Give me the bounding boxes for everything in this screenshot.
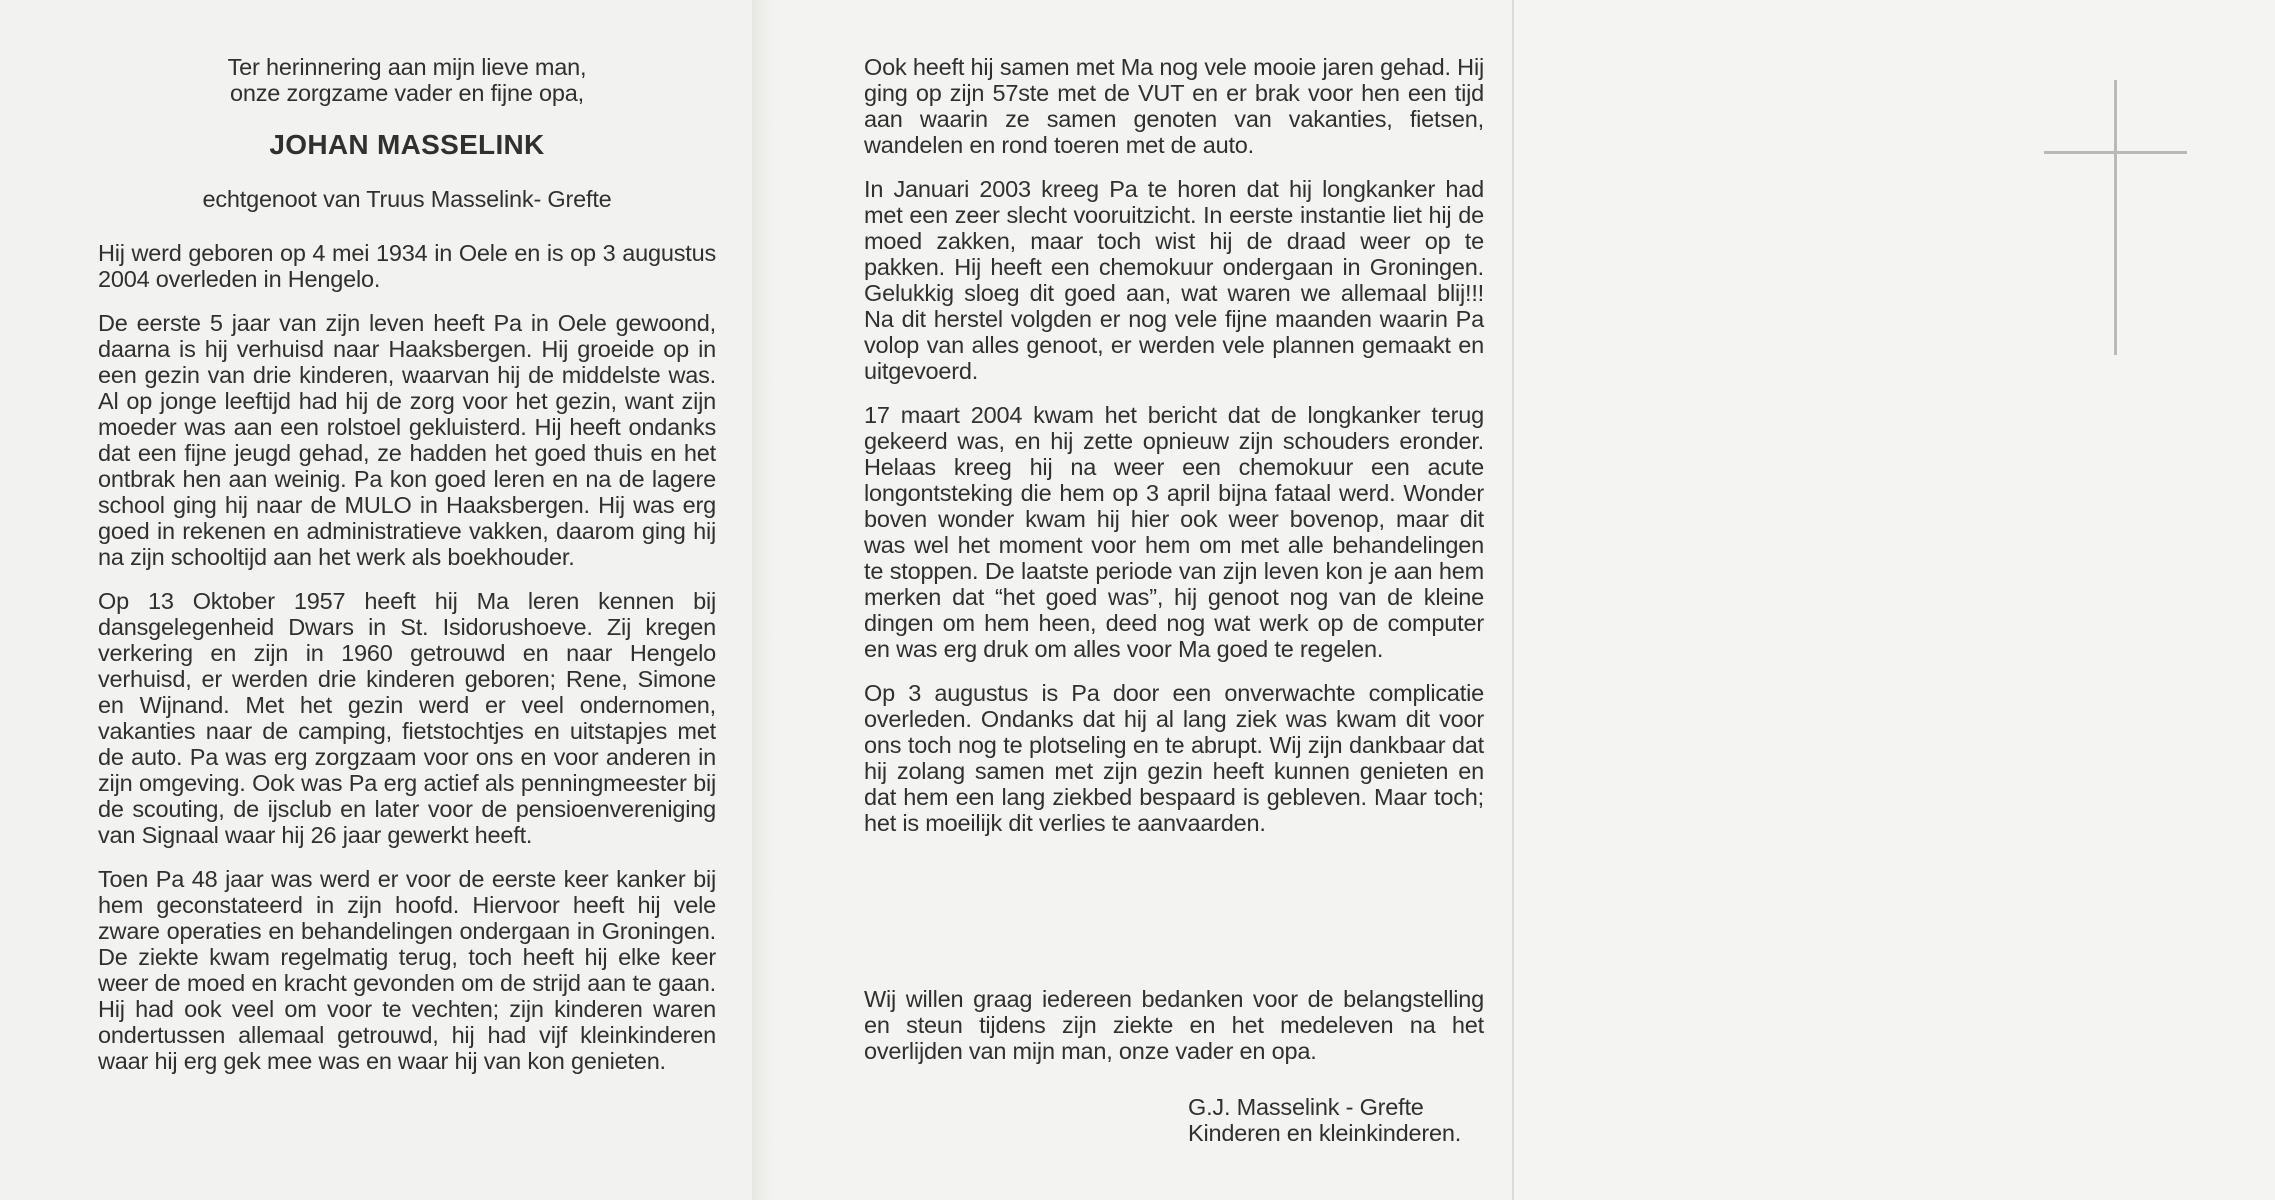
fold-crease (752, 0, 774, 1200)
paragraph-retirement: Ook heeft hij samen met Ma nog vele mooie jaren gehad. Hij ging op zijn 57ste met de VUT en er brak voor hen een tijd aan waarin ze samen genoten van vakanties, fietsen, wandelen en rond toeren met de auto. (864, 54, 1484, 158)
right-panel (1514, 0, 2275, 1200)
cross-icon-horizontal (2044, 151, 2187, 154)
signature-name: G.J. Masselink - Grefte (1188, 1094, 1424, 1120)
paragraph-illness: Toen Pa 48 jaar was werd er voor de eerste keer kanker bij hem geconstateerd in zijn hoofd. Hiervoor heeft hij vele zware operaties en behandelingen ondergaan in Groningen. De ziekte kwam regelmatig terug, toch heeft hij elke keer weer de moed en kracht gevonden om de strijd aan te gaan. Hij had ook veel om voor te vechten; zijn kinderen waren ondertussen allemaal getrouwd, hij had vijf kleinkinderen waar hij erg gek mee was en waar hij van kon genieten. (98, 866, 716, 1074)
middle-text-column (864, 54, 1484, 836)
intro-line: Ter herinnering aan mijn lieve man, (227, 54, 587, 80)
paragraph-youth: De eerste 5 jaar van zijn leven heeft Pa in Oele gewoond, daarna is hij verhuisd naar Haaksbergen. Hij groeide op in een gezin van drie kinderen, waarvan hij de middelste was. Al op jonge leeftijd had hij de zorg voor het gezin, want zijn moeder was aan een rolstoel gekluisterd. Hij heeft ondanks dat een fijne jeugd gehad, ze hadden het goed thuis en het ontbrak hen aan weinig. Pa kon goed leren en na de lagere school ging hij naar de MULO in Haaksbergen. Hij was erg goed in rekenen en administratieve vakken, daarom ging hij na zijn schooltijd aan het werk als boekhouder. (98, 310, 716, 570)
intro-line: onze zorgzame vader en fijne opa, (230, 80, 584, 106)
deceased-name: JOHAN MASSELINK (269, 129, 545, 160)
paragraph-passing: Op 3 augustus is Pa door een onverwachte complicatie overleden. Ondanks dat hij al lang ziek was kwam dit voor ons toch nog te plotseling en te abrupt. Wij zijn dankbaar dat hij zolang samen met zijn gezin heeft kunnen genieten en dat hem een lang ziekbed bespaard is gebleven. Maar toch; het is moeilijk dit verlies te aanvaarden. (864, 680, 1484, 836)
closing-thanks (864, 986, 1484, 1064)
left-text-column (98, 54, 716, 1074)
intro-block (98, 54, 716, 212)
paragraph-birth-death: Hij werd geboren op 4 mei 1934 in Oele en is op 3 augustus 2004 overleden in Hengelo. (98, 240, 716, 292)
paragraph-marriage: Op 13 Oktober 1957 heeft hij Ma leren kennen bij dansgelegenheid Dwars in St. Isidorushoeve. Zij kregen verkering en zijn in 1960 getrouwd en naar Hengelo verhuisd, er werden drie kinderen geboren; Rene, Simone en Wijnand. Met het gezin werd er veel ondernomen, vakanties naar de camping, fietstochtjes en uitstapjes met de auto. Pa was erg zorgzaam voor ons en voor anderen in zijn omgeving. Ook was Pa erg actief als penningmeester bij de scouting, de ijsclub en later voor de pensioenvereniging van Signaal waar hij 26 jaar gewerkt heeft. (98, 588, 716, 848)
signature-block (1188, 1094, 1508, 1146)
signature-family: Kinderen en kleinkinderen. (1188, 1120, 1462, 1146)
spouse-line: echtgenoot van Truus Masselink- Grefte (202, 186, 612, 212)
cross-icon-vertical (2114, 80, 2117, 355)
paragraph-diagnosis: In Januari 2003 kreeg Pa te horen dat hij longkanker had met een zeer slecht vooruitzicht. In eerste instantie liet hij de moed zakken, maar toch wist hij de draad weer op te pakken. Hij heeft een chemokuur ondergaan in Groningen. Gelukkig sloeg dit goed aan, wat waren we allemaal blij!!! Na dit herstel volgden er nog vele fijne maanden waarin Pa volop van alles genoot, er werden vele plannen gemaakt en uitgevoerd. (864, 176, 1484, 384)
closing-text: Wij willen graag iedereen bedanken voor de belangstelling en steun tijdens zijn ziekte en het medeleven na het overlijden van mijn man, onze vader en opa. (864, 986, 1484, 1064)
paragraph-relapse: 17 maart 2004 kwam het bericht dat de longkanker terug gekeerd was, en hij zette opnieuw zijn schouders eronder. Helaas kreeg hij na weer een chemokuur een acute longontsteking die hem op 3 april bijna fataal werd. Wonder boven wonder kwam hij hier ook weer bovenop, maar dit was wel het moment voor hem om met alle behandelingen te stoppen. De laatste periode van zijn leven kon je aan hem merken dat “het goed was”, hij genoot nog van de kleine dingen om hem heen, deed nog wat werk op de computer en was erg druk om alles voor Ma goed te regelen. (864, 402, 1484, 662)
